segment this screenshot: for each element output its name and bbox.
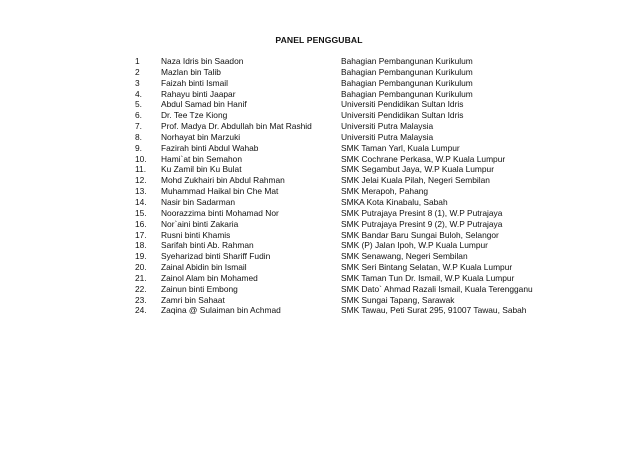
list-item: [135, 132, 575, 143]
entry-number: 4.: [135, 88, 142, 99]
list-item: [135, 251, 575, 262]
entry-institution: SMK Sungai Tapang, Sarawak: [341, 294, 455, 305]
entry-institution: SMK Segambut Jaya, W.P Kuala Lumpur: [341, 164, 494, 175]
entry-institution: Universiti Pendidikan Sultan Idris: [341, 110, 464, 121]
entry-name: Mohd Zukhairi bin Abdul Rahman: [161, 175, 285, 186]
list-item: [135, 99, 575, 110]
entry-number: 7.: [135, 121, 142, 132]
entry-institution: SMK Merapoh, Pahang: [341, 186, 429, 197]
entry-number: 6.: [135, 110, 142, 121]
list-item: [135, 197, 575, 208]
panel-list: [135, 56, 575, 316]
entry-number: 14.: [135, 196, 147, 207]
entry-name: Dr. Tee Tze Kiong: [161, 110, 228, 121]
list-item: [135, 67, 575, 78]
list-item: [135, 262, 575, 273]
entry-institution: SMK Cochrane Perkasa, W.P Kuala Lumpur: [341, 153, 506, 164]
list-item: [135, 219, 575, 230]
entry-institution: SMK Senawang, Negeri Sembilan: [341, 251, 468, 262]
entry-institution: SMK Seri Bintang Selatan, W.P Kuala Lumpur: [341, 262, 513, 273]
list-item: [135, 56, 575, 67]
entry-number: 16.: [135, 218, 147, 229]
entry-number: 20.: [135, 262, 147, 273]
entry-number: 11.: [135, 164, 147, 175]
entry-number: 3: [135, 77, 140, 88]
entry-number: 2: [135, 66, 140, 77]
entry-number: 21.: [135, 272, 147, 283]
entry-number: 15.: [135, 207, 147, 218]
list-item: [135, 121, 575, 132]
entry-name: Ku Zamil bin Ku Bulat: [161, 164, 242, 175]
list-item: [135, 175, 575, 186]
list-item: [135, 164, 575, 175]
entry-number: 12.: [135, 175, 147, 186]
list-item: [135, 110, 575, 121]
list-item: [135, 186, 575, 197]
entry-name: Norhayat bin Marzuki: [161, 131, 241, 142]
entry-name: Noorazzima binti Mohamad Nor: [161, 207, 279, 218]
entry-institution: SMK Bandar Baru Sungai Buloh, Selangor: [341, 229, 499, 240]
entry-institution: SMK Taman Yarl, Kuala Lumpur: [341, 142, 460, 153]
entry-number: 13.: [135, 186, 147, 197]
entry-name: Syeharizad binti Shariff Fudin: [161, 251, 271, 262]
list-item: [135, 78, 575, 89]
entry-name: Faizah binti Ismail: [161, 77, 229, 88]
entry-number: 19.: [135, 251, 147, 262]
entry-name: Sarifah binti Ab. Rahman: [161, 240, 254, 251]
entry-institution: Bahagian Pembangunan Kurikulum: [341, 66, 473, 77]
entry-institution: Bahagian Pembangunan Kurikulum: [341, 88, 473, 99]
page-title: PANEL PENGGUBAL: [275, 35, 363, 45]
entry-name: Zainun binti Embong: [161, 283, 238, 294]
entry-number: 24.: [135, 305, 147, 316]
entry-institution: Universiti Putra Malaysia: [341, 121, 434, 132]
entry-institution: SMK Tawau, Peti Surat 295, 91007 Tawau, Sabah: [341, 305, 527, 316]
list-item: [135, 154, 575, 165]
entry-number: 23.: [135, 294, 147, 305]
entry-name: Zainol Alam bin Mohamed: [161, 272, 258, 283]
entry-number: 17.: [135, 229, 147, 240]
entry-institution: Universiti Pendidikan Sultan Idris: [341, 99, 464, 110]
entry-name: Zaqina @ Sulaiman bin Achmad: [161, 305, 281, 316]
entry-number: 18.: [135, 240, 147, 251]
entry-number: 8.: [135, 131, 142, 142]
entry-institution: Bahagian Pembangunan Kurikulum: [341, 77, 473, 88]
list-item: [135, 273, 575, 284]
entry-name: Muhammad Haikal bin Che Mat: [161, 186, 279, 197]
entry-institution: Universiti Putra Malaysia: [341, 131, 434, 142]
entry-name: Zamri bin Sahaat: [161, 294, 225, 305]
entry-institution: SMK (P) Jalan Ipoh, W.P Kuala Lumpur: [341, 240, 488, 251]
list-item: [135, 208, 575, 219]
entry-number: 9.: [135, 142, 142, 153]
entry-name: Zainal Abidin bin Ismail: [161, 262, 247, 273]
entry-institution: SMK Dato` Ahmad Razali Ismail, Kuala Terengganu: [341, 283, 533, 294]
entry-name: Hami`at bin Semahon: [161, 153, 242, 164]
list-item: [135, 143, 575, 154]
entry-institution: SMK Putrajaya Presint 8 (1), W.P Putrajaya: [341, 207, 503, 218]
entry-name: Fazirah binti Abdul Wahab: [161, 142, 259, 153]
entry-institution: SMK Jelai Kuala Pilah, Negeri Sembilan: [341, 175, 490, 186]
list-item: [135, 230, 575, 241]
entry-name: Naza Idris bin Saadon: [161, 56, 244, 66]
list-item: [135, 89, 575, 100]
entry-number: 5.: [135, 99, 142, 110]
entry-name: Nor`aini binti Zakaria: [161, 218, 239, 229]
entry-name: Abdul Samad bin Hanif: [161, 99, 247, 110]
entry-name: Prof. Madya Dr. Abdullah bin Mat Rashid: [161, 121, 312, 132]
entry-name: Rusni binti Khamis: [161, 229, 231, 240]
entry-number: 10.: [135, 153, 147, 164]
entry-number: 1: [135, 56, 140, 66]
entry-name: Nasir bin Sadarman: [161, 196, 236, 207]
entry-name: Rahayu binti Jaapar: [161, 88, 236, 99]
entry-institution: SMKA Kota Kinabalu, Sabah: [341, 196, 448, 207]
list-item: [135, 240, 575, 251]
entry-institution: Bahagian Pembangunan Kurikulum: [341, 56, 473, 66]
entry-institution: SMK Putrajaya Presint 9 (2), W.P Putrajaya: [341, 218, 503, 229]
entry-number: 22.: [135, 283, 147, 294]
entry-institution: SMK Taman Tun Dr. Ismail, W.P Kuala Lumpur: [341, 272, 515, 283]
list-item: [135, 305, 575, 316]
list-item: [135, 295, 575, 306]
list-item: [135, 284, 575, 295]
entry-name: Mazlan bin Talib: [161, 66, 221, 77]
